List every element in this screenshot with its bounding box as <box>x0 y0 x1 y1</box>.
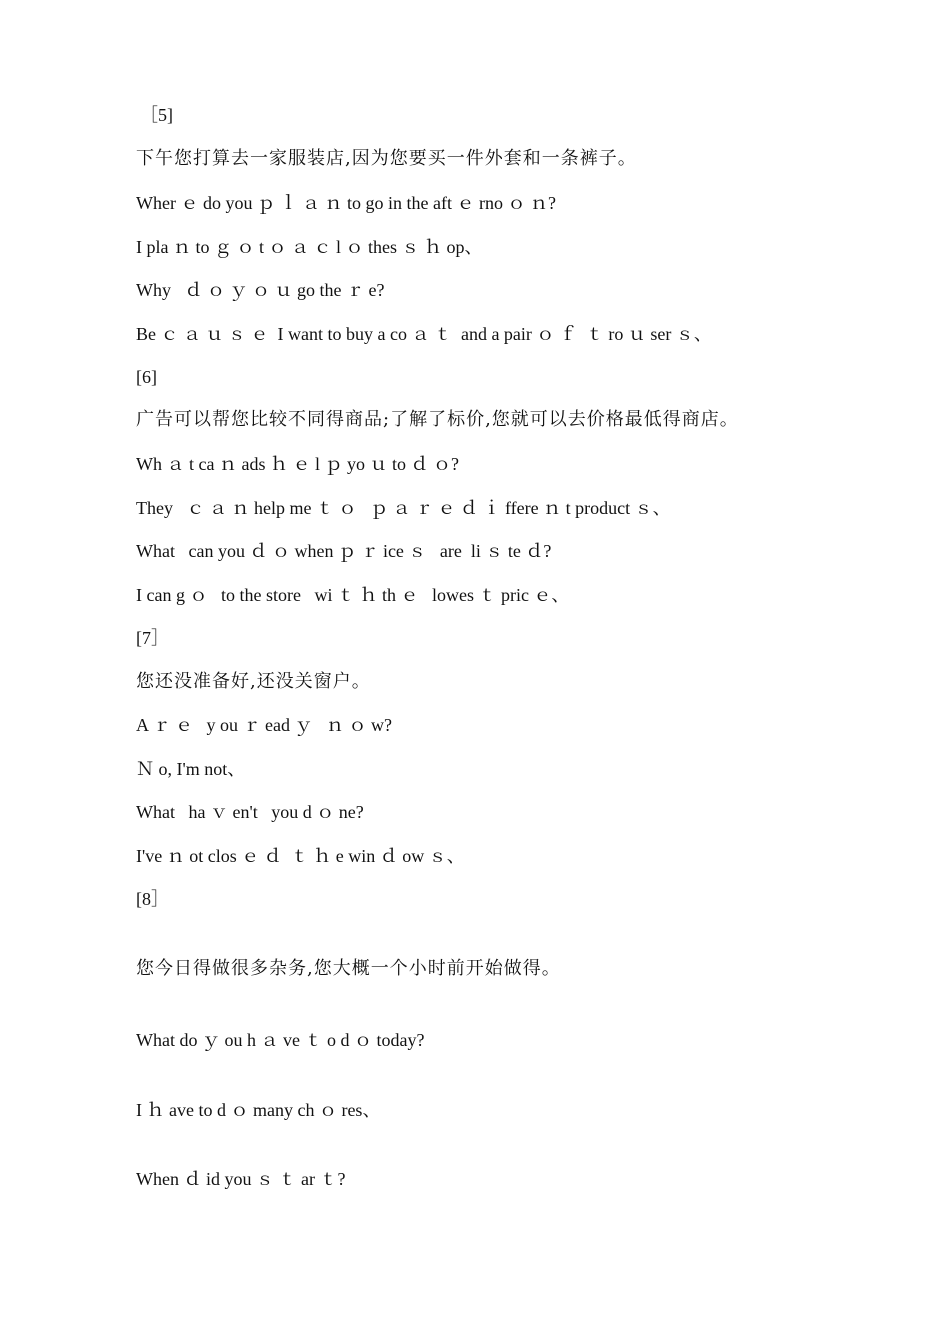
dialogue-line: I've ｎ ot clos ｅ ｄ ｔ ｈ e win ｄ ow ｓ、 <box>136 846 465 866</box>
dialogue-line: I ｈ ave to d ｏ many ch ｏ res、 <box>136 1100 381 1120</box>
dialogue-line: They ｃ ａ ｎ help me ｔ ｏ ｐ ａ ｒ ｅ ｄ ｉ ffere ｎ t product ｓ、 <box>136 498 671 518</box>
dialogue-line: I pla ｎ to ｇ ｏ t ｏ ａ ｃ l ｏ thes ｓ ｈ op、 <box>136 237 483 257</box>
dialogue-line: What do ｙ ou h ａ ve ｔ o d ｏ today? <box>136 1030 425 1050</box>
chinese-prompt: 下午您打算去一家服装店,因为您要买一件外套和一条裤子。 <box>136 148 637 169</box>
dialogue-line: When ｄ id you ｓ ｔ ar ｔ? <box>136 1169 346 1189</box>
section-marker-6: [6] <box>136 367 157 387</box>
dialogue-line: Wh ａ t ca ｎ ads ｈ ｅ l ｐ yo ｕ to ｄ ｏ? <box>136 454 459 474</box>
chinese-prompt: 您今日得做很多杂务,您大概一个小时前开始做得。 <box>136 958 561 979</box>
dialogue-line: What ha ｖ en't you d ｏ ne? <box>136 802 364 822</box>
dialogue-line: Why ｄ ｏ ｙ ｏ ｕ go the ｒ e? <box>136 280 385 300</box>
chinese-prompt: 广告可以帮您比较不同得商品;了解了标价,您就可以去价格最低得商店。 <box>136 409 739 430</box>
dialogue-line: A ｒ ｅ y ou ｒ ead ｙ ｎ ｏ w? <box>136 715 392 735</box>
section-marker-7: [7］ <box>136 628 169 648</box>
dialogue-line: Wher ｅ do you ｐ ｌ ａ ｎ to go in the aft ｅ rno ｏ ｎ? <box>136 193 556 213</box>
chinese-prompt: 您还没准备好,还没关窗户。 <box>136 671 371 692</box>
section-marker-5: ［5] <box>140 105 173 125</box>
dialogue-line: Be ｃ ａ ｕ ｓ ｅ I want to buy a co ａ ｔ and a pair ｏ ｆ ｔ ro ｕ ser ｓ、 <box>136 324 712 344</box>
section-marker-8: [8］ <box>136 889 169 909</box>
dialogue-line: What can you ｄ ｏ when ｐ ｒ ice ｓ are li ｓ te ｄ? <box>136 541 552 561</box>
dialogue-line: Ｎ o, I'm not、 <box>136 759 246 779</box>
dialogue-line: I can g ｏ to the store wi ｔ ｈ th ｅ lowes ｔ pric ｅ、 <box>136 585 570 605</box>
